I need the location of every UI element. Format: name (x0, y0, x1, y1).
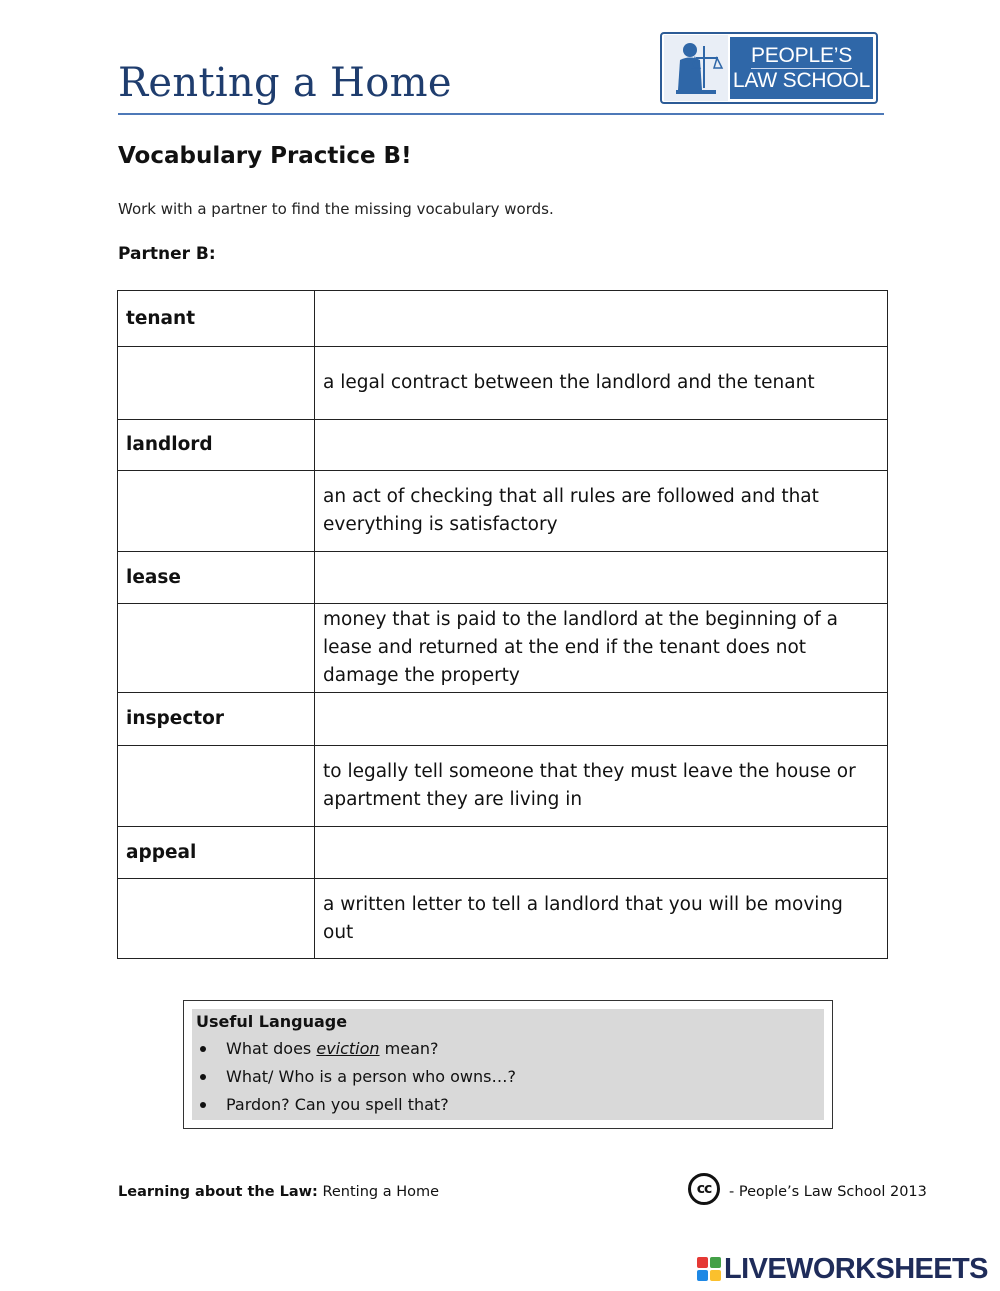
liveworksheets-blocks-icon (697, 1257, 721, 1281)
term-cell[interactable] (118, 347, 315, 420)
term-cell[interactable] (118, 879, 315, 959)
title-divider (118, 113, 884, 115)
table-row (118, 746, 888, 827)
liveworksheets-text: LIVEWORKSHEETS (724, 1252, 988, 1285)
definition-cell: a written letter to tell a landlord that you will be moving out (315, 879, 888, 959)
creative-commons-icon: cc (688, 1173, 720, 1205)
page-title: Renting a Home (118, 60, 452, 106)
term-cell: landlord (118, 420, 315, 471)
table-row (118, 827, 888, 879)
vocabulary-table (117, 290, 888, 959)
definition-cell: money that is paid to the landlord at the beginning of a lease and returned at the end if the tenant does not damage the property (315, 604, 888, 693)
definition-cell: to legally tell someone that they must leave the house or apartment they are living in (315, 746, 888, 827)
table-row (118, 693, 888, 746)
term-cell[interactable] (118, 746, 315, 827)
definition-cell: an act of checking that all rules are followed and that everything is satisfactory (315, 471, 888, 552)
list-item: Pardon? Can you spell that? (196, 1091, 820, 1119)
useful-language-box (183, 1000, 833, 1129)
term-cell[interactable] (118, 471, 315, 552)
footer-course-text: Renting a Home (317, 1184, 440, 1200)
section-heading: Vocabulary Practice B! (118, 143, 412, 169)
liveworksheets-watermark (697, 1252, 988, 1286)
logo-line-1: PEOPLE’S (750, 43, 853, 67)
table-row (118, 552, 888, 604)
table-row (118, 291, 888, 347)
list-item: What/ Who is a person who owns…? (196, 1063, 820, 1091)
footer-course-label: Learning about the Law: (118, 1184, 318, 1200)
definition-cell[interactable] (315, 552, 888, 604)
table-row (118, 471, 888, 552)
lady-justice-icon (664, 35, 728, 101)
emphasized-word: eviction (316, 1039, 380, 1058)
definition-cell[interactable] (315, 693, 888, 746)
term-cell: lease (118, 552, 315, 604)
partner-label: Partner B: (118, 244, 216, 264)
peoples-law-school-logo (660, 32, 878, 104)
definition-cell: a legal contract between the landlord and the tenant (315, 347, 888, 420)
footer-course (118, 1184, 439, 1200)
term-cell: appeal (118, 827, 315, 879)
useful-language-list (196, 1035, 820, 1119)
table-row (118, 347, 888, 420)
term-cell: tenant (118, 291, 315, 347)
table-row (118, 604, 888, 693)
term-cell: inspector (118, 693, 315, 746)
logo-line-2: LAW SCHOOL (732, 68, 871, 92)
definition-cell[interactable] (315, 827, 888, 879)
definition-cell[interactable] (315, 420, 888, 471)
term-cell[interactable] (118, 604, 315, 693)
table-row (118, 879, 888, 959)
list-item: What does eviction mean? (196, 1035, 820, 1063)
table-row (118, 420, 888, 471)
definition-cell[interactable] (315, 291, 888, 347)
footer-copyright: - People’s Law School 2013 (729, 1184, 927, 1200)
instructions-text: Work with a partner to find the missing vocabulary words. (118, 200, 554, 218)
useful-language-title: Useful Language (196, 1012, 348, 1031)
